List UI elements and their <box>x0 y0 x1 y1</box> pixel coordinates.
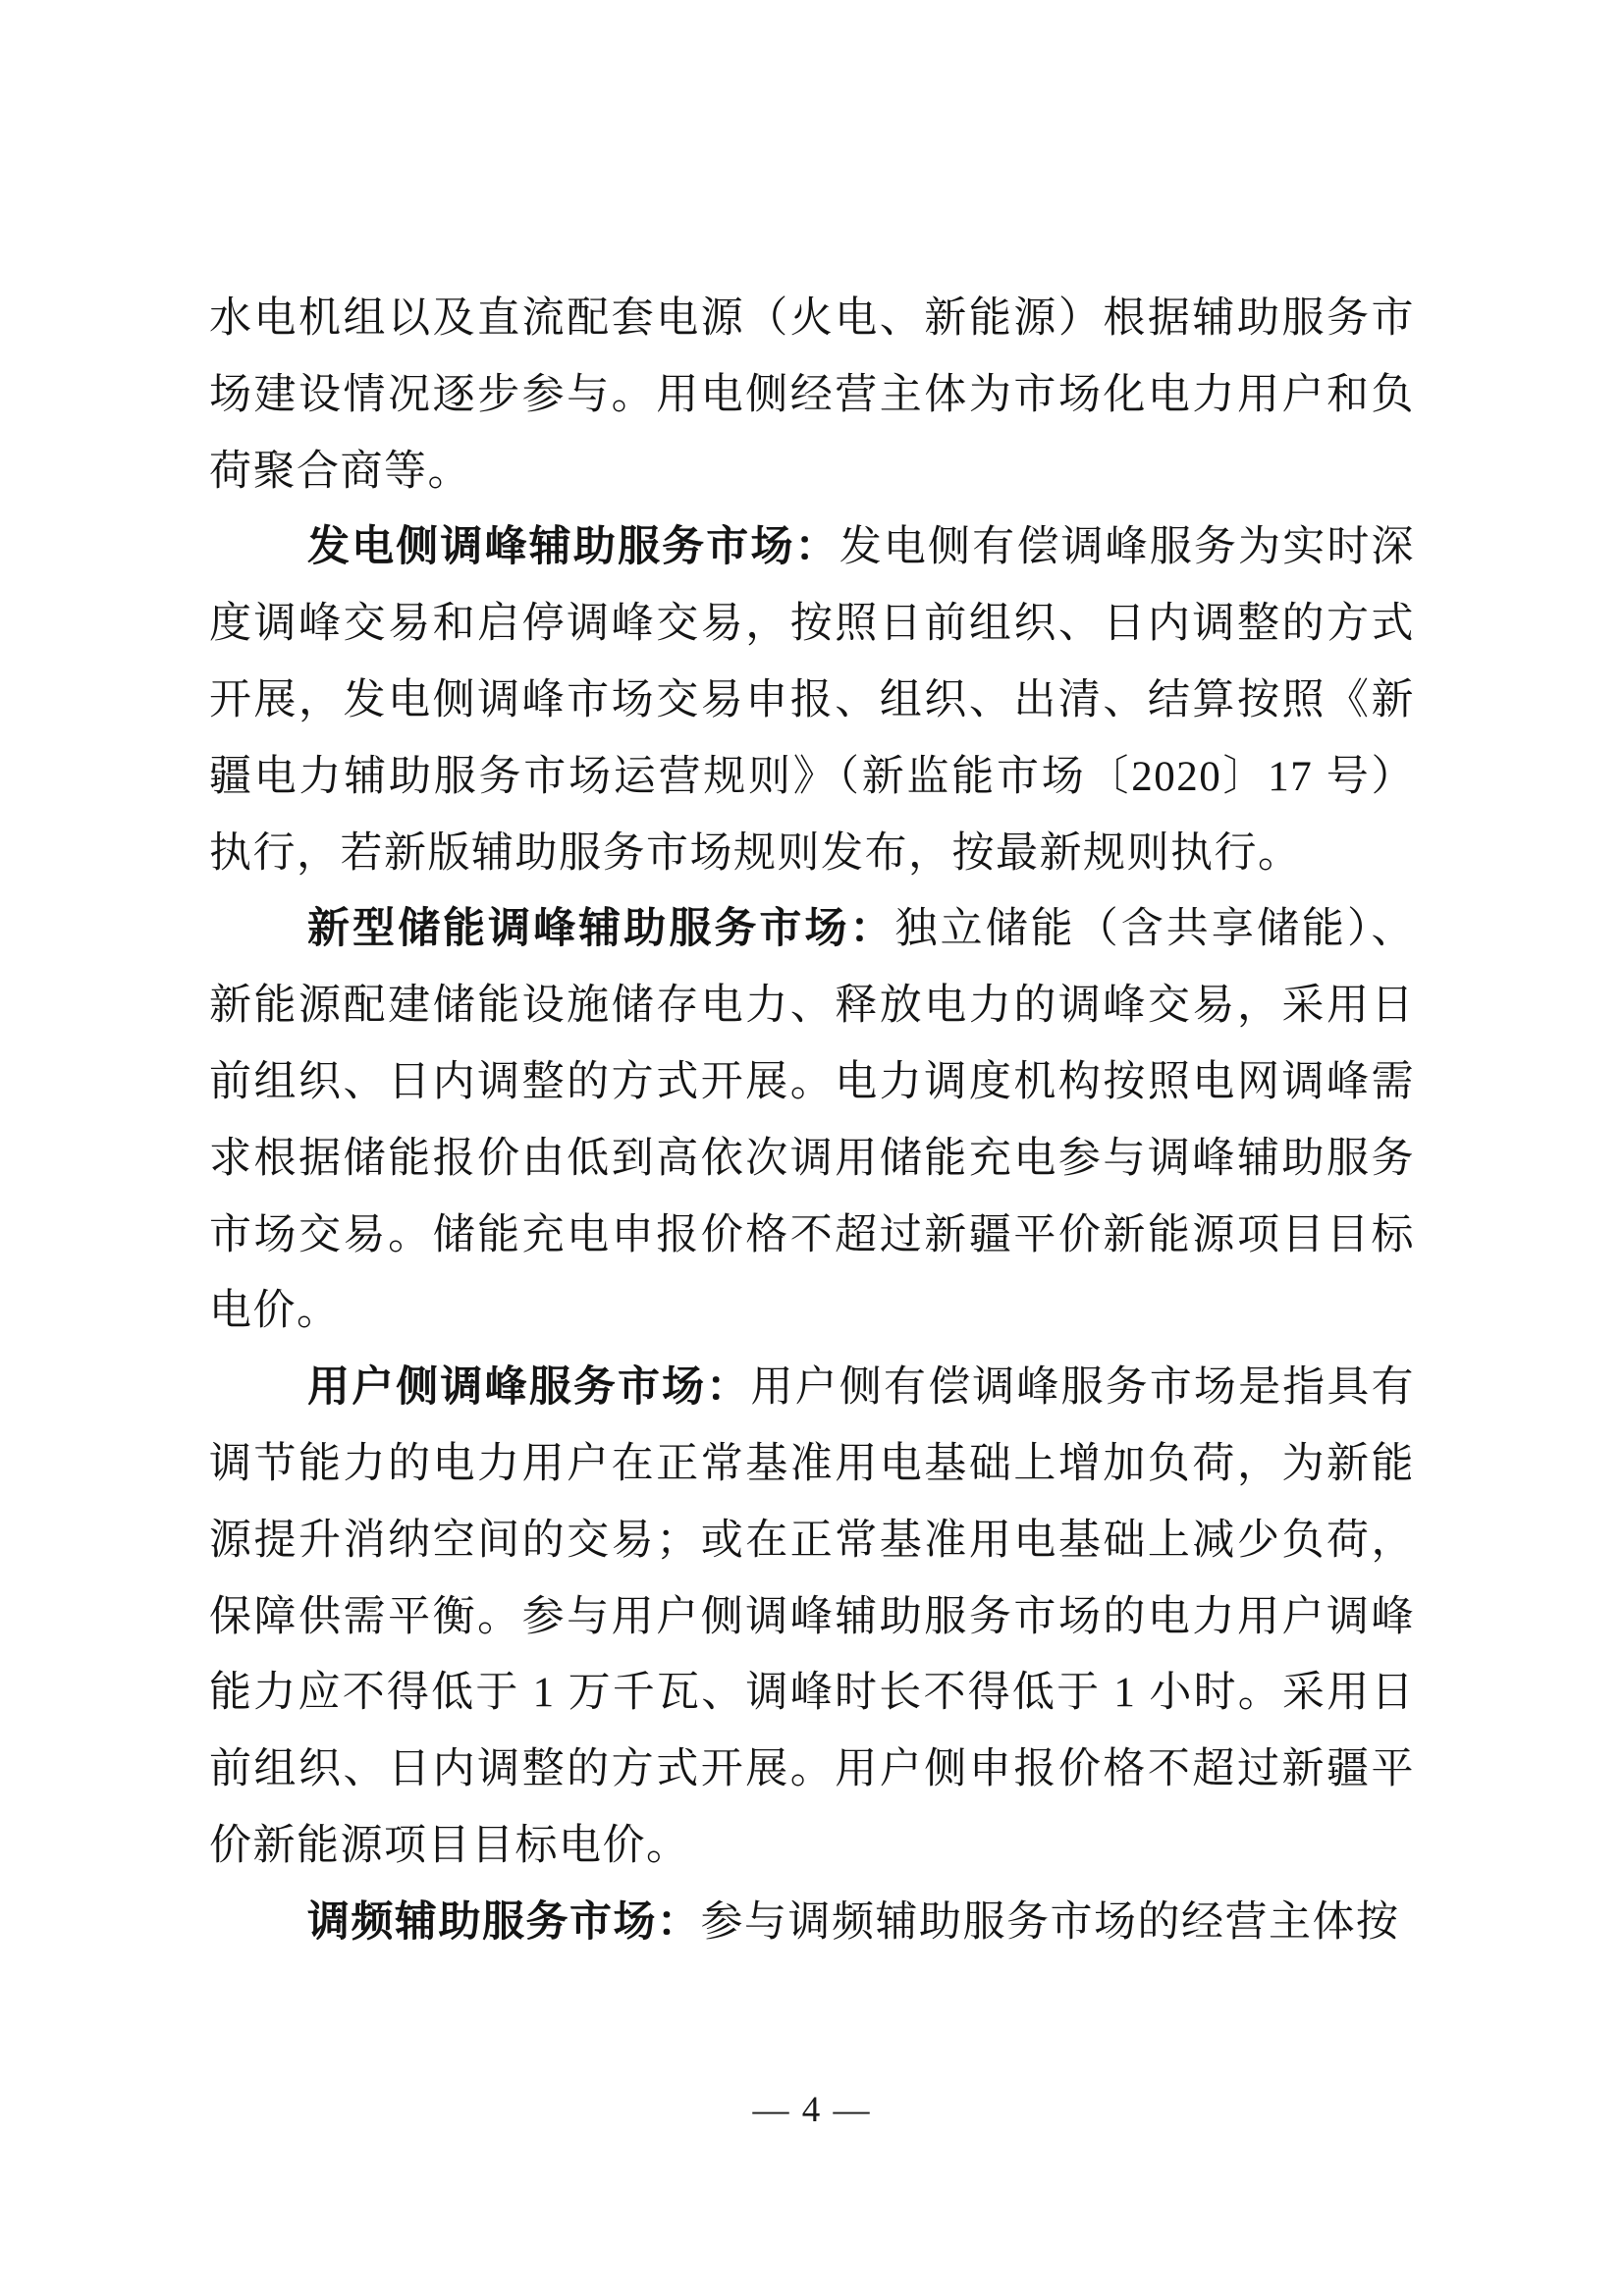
paragraph-body: 用户侧有偿调峰服务市场是指具有调节能力的电力用户在正常基准用电基础上增加负荷，为新能源提升消纳空间的交易；或在正常基准用电基础上减少负荷，保障供需平衡。参与用户侧调峰辅助服务市场的电力用户调峰能力应不得低于 1 万千瓦、调峰时长不得低于 1 小时。采用日前组织、日内调整的方式开展。用户侧申报价格不超过新疆平价新能源项目目标电价。 <box>209 1364 1416 1869</box>
page-number: — 4 — <box>752 2090 872 2130</box>
paragraph-body: 发电侧有偿调峰服务为实时深度调峰交易和启停调峰交易，按照日前组织、日内调整的方式开展，发电侧调峰市场交易申报、组织、出清、结算按照《新疆电力辅助服务市场运营规则》（新监能市场〔2020〕17 号）执行，若新版辅助服务市场规则发布，按最新规则执行。 <box>209 524 1415 877</box>
paragraph-body: 参与调频辅助服务市场的经营主体按 <box>700 1898 1400 1946</box>
paragraph-body: 水电机组以及直流配套电源（火电、新能源）根据辅助服务市场建设情况逐步参与。用电侧经营主体为市场化电力用户和负荷聚合商等。 <box>209 295 1415 495</box>
paragraph-lead: 新型储能调峰辅助服务市场： <box>307 905 895 953</box>
document-body <box>209 281 1415 1961</box>
paragraph <box>209 509 1415 891</box>
paragraph <box>209 1350 1415 1885</box>
paragraph <box>209 891 1415 1350</box>
paragraph-lead: 发电侧调峰辅助服务市场： <box>307 523 839 571</box>
paragraph <box>209 281 1415 509</box>
paragraph-body: 独立储能（含共享储能）、新能源配建储能设施储存电力、释放电力的调峰交易，采用日前组织、日内调整的方式开展。电力调度机构按照电网调峰需求根据储能报价由低到高依次调用储能充电参与调峰辅助服务市场交易。储能充电申报价格不超过新疆平价新能源项目目标电价。 <box>209 906 1416 1335</box>
paragraph-lead: 用户侧调峰服务市场： <box>307 1363 751 1412</box>
paragraph-lead: 调频辅助服务市场： <box>307 1897 701 1946</box>
paragraph <box>209 1885 1415 1961</box>
